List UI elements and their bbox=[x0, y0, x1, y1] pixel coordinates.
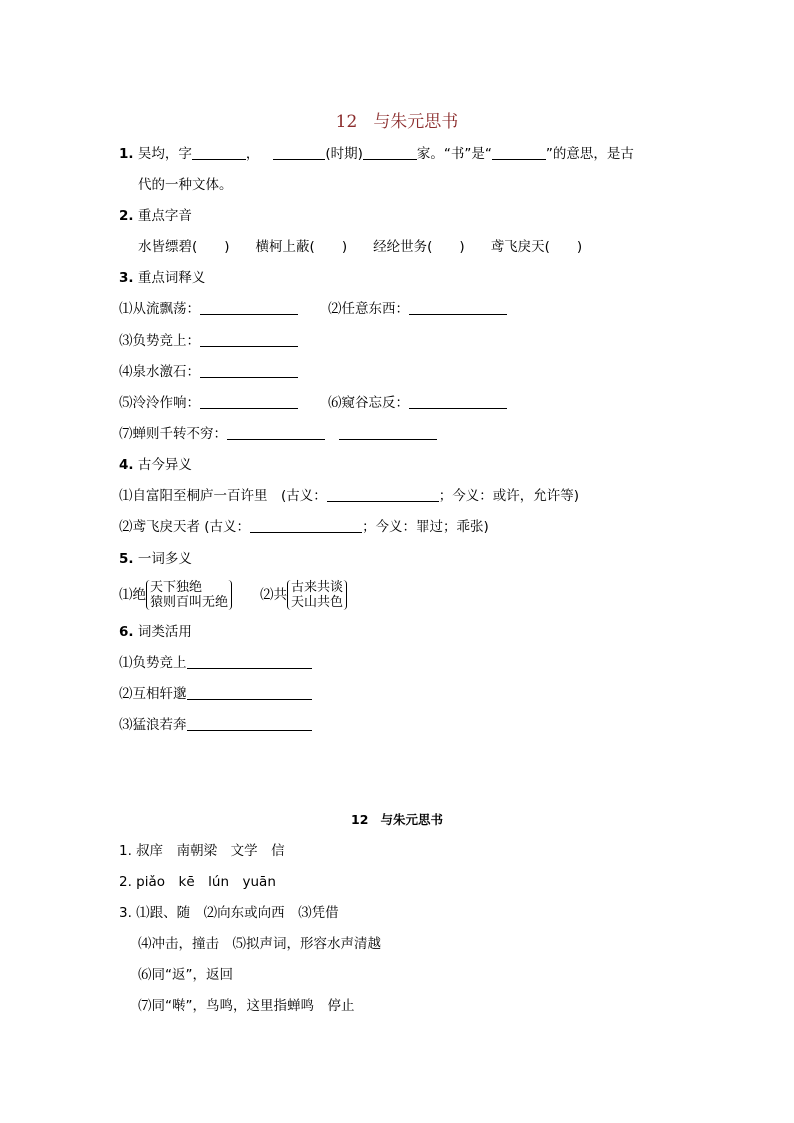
sense: 天山共色 bbox=[291, 595, 344, 610]
title-text: 与朱元思书 bbox=[373, 112, 459, 132]
q5-word1-senses bbox=[146, 580, 232, 610]
answer-2: 2. piǎo kē lún yuān bbox=[119, 874, 276, 890]
q3-row bbox=[119, 424, 437, 444]
q2-item: 横柯上蔽( ) bbox=[255, 239, 348, 255]
answer-title-text: 与朱元思书 bbox=[380, 812, 443, 827]
answer-blank[interactable] bbox=[409, 300, 507, 315]
q2-item: 鸢飞戾天( ) bbox=[490, 239, 583, 255]
answer-3-line-2: ⑷冲击，撞击 ⑸拟声词，形容水声清越 bbox=[138, 936, 381, 952]
sense: 天下独绝 bbox=[150, 580, 203, 595]
answer-blank[interactable] bbox=[339, 425, 437, 440]
answer-blank[interactable] bbox=[187, 685, 312, 700]
answer-blank[interactable] bbox=[187, 716, 312, 731]
question-6-heading bbox=[119, 622, 192, 642]
q5-items bbox=[119, 578, 347, 612]
page-title bbox=[0, 107, 794, 132]
q2-items bbox=[138, 237, 582, 257]
answer-3-line-4: ⑺同“啭”，鸟鸣，这里指蝉鸣 停止 bbox=[138, 998, 355, 1014]
q6-row bbox=[119, 684, 312, 704]
q1-blank-4[interactable] bbox=[492, 145, 546, 160]
question-2-heading bbox=[119, 206, 192, 226]
answer-title-number: 12 bbox=[351, 812, 369, 827]
sense: 猿则百叫无绝 bbox=[150, 595, 229, 610]
q4-label: 4. bbox=[119, 457, 134, 473]
q3-item: ⑵任意东西： bbox=[328, 301, 409, 317]
q1-blank-2[interactable] bbox=[273, 145, 325, 160]
q3-item: ⑴从流飘荡： bbox=[119, 301, 200, 317]
q3-item: ⑹窥谷忘反： bbox=[328, 395, 409, 411]
q1-label: 1. bbox=[119, 146, 134, 162]
q4-item2-modern: ；今义：罪过；乖张) bbox=[362, 519, 489, 535]
question-3-heading bbox=[119, 268, 205, 288]
title-number: 12 bbox=[335, 112, 358, 132]
answer-blank[interactable] bbox=[187, 654, 312, 669]
q3-row bbox=[119, 393, 507, 413]
q4-item-2 bbox=[119, 517, 489, 537]
q4-heading-text: 古今异义 bbox=[137, 457, 192, 473]
q6-row bbox=[119, 653, 312, 673]
q3-row bbox=[119, 331, 298, 351]
q1-text-a: 吴均，字 bbox=[137, 146, 192, 162]
q4-item1-modern: ；今义：或许，允许等) bbox=[438, 488, 580, 504]
q3-label: 3. bbox=[119, 270, 134, 286]
q2-label: 2. bbox=[119, 208, 134, 224]
answer-blank[interactable] bbox=[200, 300, 298, 315]
q4-item-1 bbox=[119, 486, 579, 506]
answer-key-title bbox=[0, 810, 794, 828]
q6-item: ⑴负势竞上 bbox=[119, 655, 187, 671]
q3-item: ⑺蝉则千转不穷： bbox=[119, 426, 227, 442]
answer-blank[interactable] bbox=[227, 425, 325, 440]
answer-blank[interactable] bbox=[327, 487, 439, 502]
answer-blank[interactable] bbox=[250, 518, 362, 533]
q1-text-e: ”的意思，是古 bbox=[545, 146, 634, 162]
answer-blank[interactable] bbox=[200, 332, 298, 347]
question-4-heading bbox=[119, 455, 192, 475]
q1-text-b: ， bbox=[245, 146, 260, 162]
q5-word-2: ⑵共 bbox=[260, 587, 288, 603]
sense: 古来共谈 bbox=[291, 580, 344, 595]
q6-row bbox=[119, 715, 312, 735]
question-5-heading bbox=[119, 549, 192, 569]
q1-text-c: (时期) bbox=[325, 146, 363, 162]
q1-continuation: 代的一种文体。 bbox=[138, 177, 233, 193]
q5-word-1: ⑴绝 bbox=[119, 587, 146, 603]
answer-blank[interactable] bbox=[409, 394, 507, 409]
q3-row bbox=[119, 362, 298, 382]
q4-item2-text: ⑵鸢飞戾天者 (古义： bbox=[119, 519, 251, 535]
q2-heading-text: 重点字音 bbox=[137, 208, 192, 224]
q3-row bbox=[119, 299, 507, 319]
answer-1: 1. 叔庠 南朝梁 文学 信 bbox=[119, 843, 285, 859]
q6-item: ⑶猛浪若奔 bbox=[119, 717, 187, 733]
q1-blank-1[interactable] bbox=[192, 145, 246, 160]
q6-heading-text: 词类活用 bbox=[137, 624, 192, 640]
answer-blank[interactable] bbox=[200, 394, 298, 409]
q1-blank-3[interactable] bbox=[363, 145, 417, 160]
q6-label: 6. bbox=[119, 624, 134, 640]
q3-item: ⑶负势竞上： bbox=[119, 333, 200, 349]
q1-text-d: 家。“书”是“ bbox=[416, 146, 492, 162]
answer-blank[interactable] bbox=[200, 363, 298, 378]
q5-word2-senses bbox=[287, 580, 347, 610]
q3-heading-text: 重点词释义 bbox=[137, 270, 206, 286]
q5-label: 5. bbox=[119, 551, 134, 567]
question-1 bbox=[119, 144, 634, 164]
q6-item: ⑵互相轩邈 bbox=[119, 686, 187, 702]
answer-3-line-3: ⑹同“返”，返回 bbox=[138, 967, 233, 983]
q4-item1-text: ⑴自富阳至桐庐一百许里 (古义： bbox=[119, 488, 327, 504]
q2-item: 水皆缥碧( ) bbox=[138, 239, 230, 255]
q5-heading-text: 一词多义 bbox=[137, 551, 192, 567]
answer-3: 3. ⑴跟、随 ⑵向东或向西 ⑶凭借 bbox=[119, 905, 339, 921]
q2-item: 经纶世务( ) bbox=[373, 239, 465, 255]
q3-item: ⑷泉水激石： bbox=[119, 364, 200, 380]
q3-item: ⑸泠泠作响： bbox=[119, 395, 200, 411]
